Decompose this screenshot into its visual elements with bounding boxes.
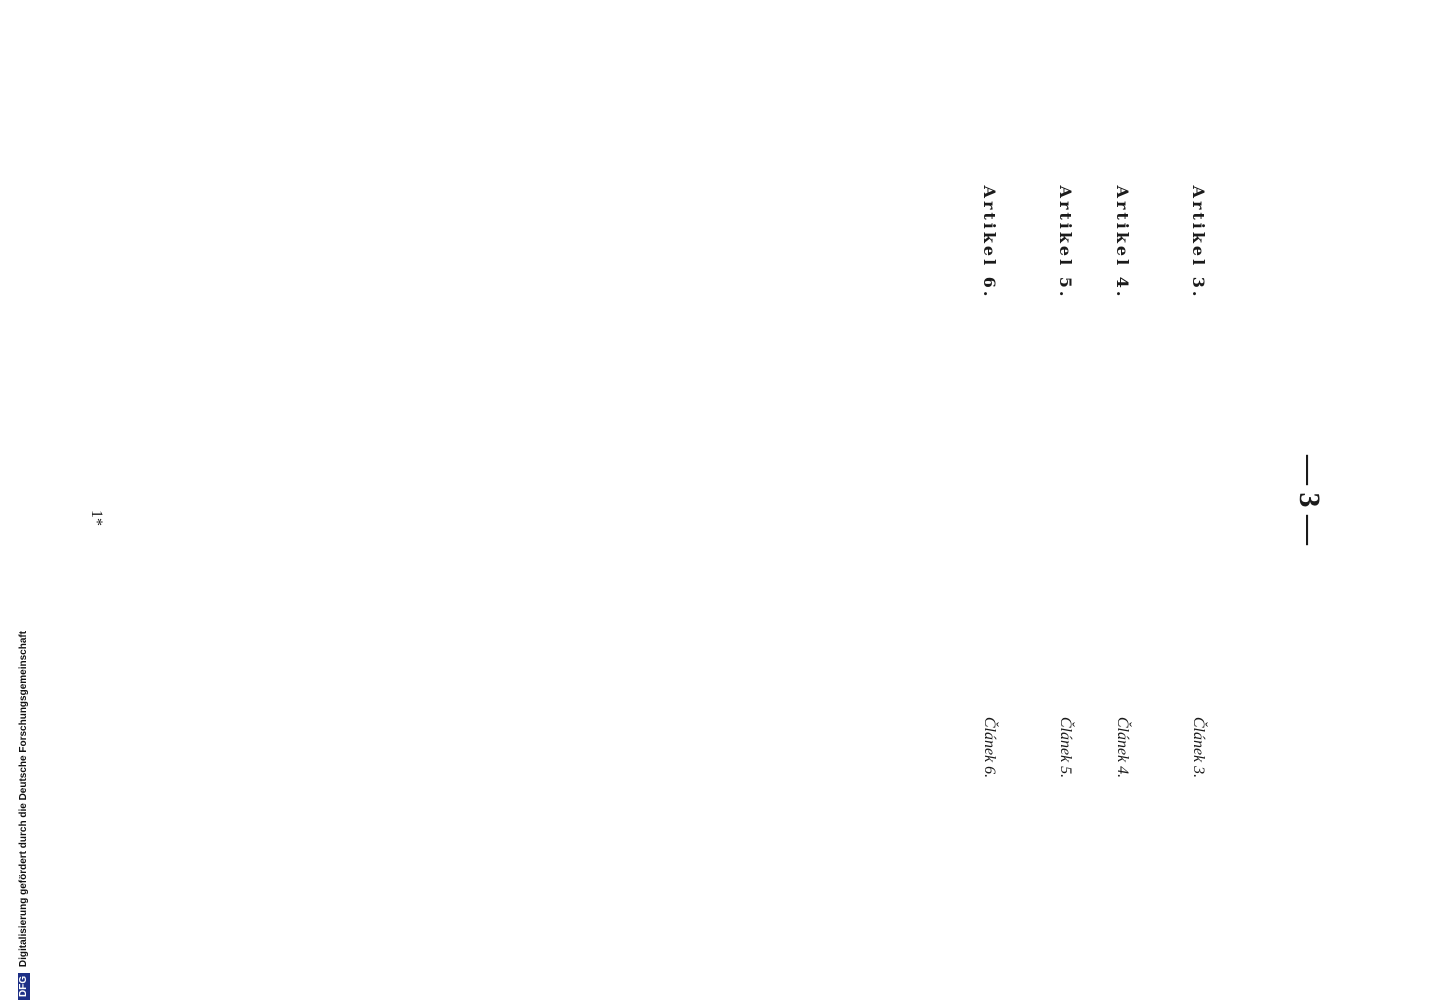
german-paragraph [1088, 10, 1107, 475]
czech-paragraph [1012, 515, 1031, 980]
czech-paragraph [1259, 515, 1278, 980]
czech-paragraph [1031, 515, 1050, 980]
german-paragraph [1164, 10, 1183, 475]
czech-text-column [118, 515, 1278, 980]
german-paragraph [1031, 10, 1050, 475]
german-text-column [118, 10, 1278, 475]
article-heading: Článek 4. [1114, 716, 1131, 779]
page-number: — 3 — [1293, 455, 1326, 545]
german-article-4 [1088, 10, 1132, 475]
czech-article-4 [1088, 515, 1132, 980]
german-paragraph [955, 10, 974, 475]
signature-mark: 1* [88, 510, 105, 526]
article-heading: Článek 3. [1190, 716, 1207, 779]
german-article-5 [1012, 10, 1075, 475]
czech-paragraph [955, 515, 974, 980]
czech-paragraph [1221, 515, 1240, 980]
czech-paragraph [1240, 515, 1259, 980]
german-article-6 [936, 10, 999, 475]
czech-paragraph [1145, 515, 1164, 980]
german-paragraph [1145, 10, 1164, 475]
german-paragraph [936, 10, 955, 475]
dfg-logo: DFG [18, 973, 30, 1000]
czech-paragraph [936, 515, 955, 980]
article-heading: Artikel 6. [980, 185, 999, 300]
german-article-3 [1145, 10, 1208, 475]
digitization-credit-text: Digitalisierung gefördert durch die Deutsche Forschungsgemeinschaft [18, 630, 29, 968]
article-heading: Artikel 3. [1189, 185, 1208, 300]
czech-article-5 [1012, 515, 1075, 980]
czech-article-6 [936, 515, 999, 980]
german-paragraph [1240, 10, 1259, 475]
german-paragraph [1012, 10, 1031, 475]
czech-article-3 [1145, 515, 1208, 980]
rotated-page-content [80, 10, 1330, 990]
german-paragraph [1259, 10, 1278, 475]
german-paragraph [1221, 10, 1240, 475]
digitization-credit [18, 631, 30, 1000]
german-intro-block [1221, 10, 1278, 475]
czech-paragraph [1088, 515, 1107, 980]
czech-paragraph [1164, 515, 1183, 980]
article-heading: Článek 6. [981, 716, 998, 779]
article-heading: Artikel 4. [1113, 185, 1132, 300]
article-heading: Artikel 5. [1056, 185, 1075, 300]
czech-intro-block [1221, 515, 1278, 980]
article-heading: Článek 5. [1057, 716, 1074, 779]
